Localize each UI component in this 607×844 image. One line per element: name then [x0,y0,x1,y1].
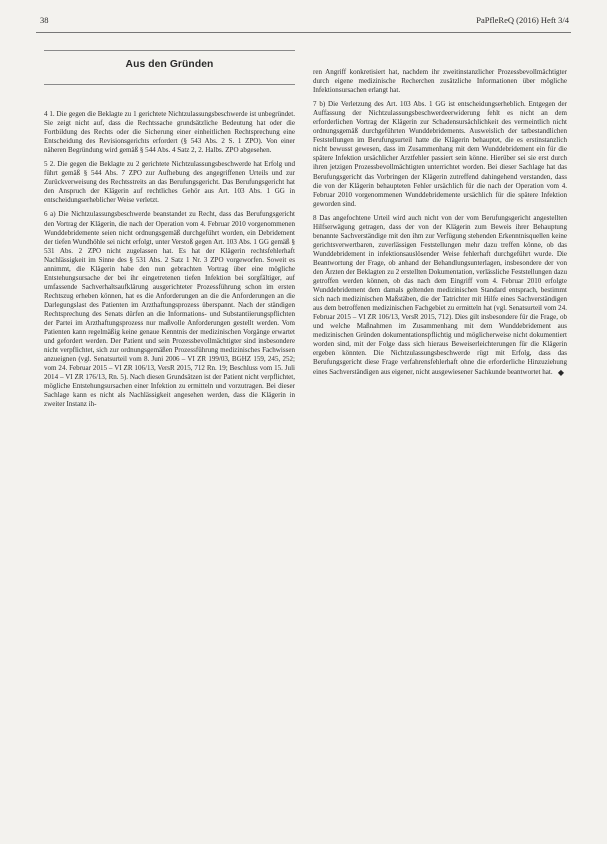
paragraph-6: 6 a) Die Nichtzulassungsbeschwerde beanstandet zu Recht, dass das Berufungsgericht den Vortrag der Klägerin, die nach der Operation vom 4. Februar 2010 vorgenommenen Wunddebridemente seien nicht ordnungsgemäß durchgeführt worden, ein Debridement der tiefen Wundhöhle sei nicht erfolgt, unter Verstoß gegen Art. 103 Abs. 1 GG gemäß § 531 Abs. 2 ZPO nicht zugelassen hat. Es hat der Klägerin rechtsfehlerhaft Nachlässigkeit im Sinne des § 531 Abs. 2 Satz 1 Nr. 3 ZPO vorgeworfen. Soweit es annimmt, die Klägerin habe den nun gebrachten Vortrag über eine mögliche Entstehungsursache der bei ihr eingetretenen tiefen Infektion bei sorgfältiger, auf umfassende Sachverhaltsaufklärung ausgerichteter Prozessführung schon im ersten Rechtszug erheben können, hat es die Anforderungen an die die Anforderungen an die Darlegungslast des Patienten im Arzthaftungsprozess überspannt. Nach der ständigen Rechtsprechung des Senats dürfen an die Informations- und Substantiierungspflichten der Partei im Arzthaftungsprozess nur maßvolle Anforderungen gestellt werden. Vom Patienten kann regelmäßig keine genaue Kenntnis der medizinischen Vorgänge erwartet und gefordert werden. Der Patient und sein Prozessbevollmächtigter sind insbesondere nicht verpflichtet, sich zur ordnungsgemäßen Prozessführung medizinisches Fachwissen anzueignen (vgl. Senatsurteil vom 8. Juni 2006 – VI ZR 199/03, BGHZ 159, 245, 252; vom 24. Februar 2015 – VI ZR 106/13, VersR 2015, 712 Rn. 19; Beschluss vom 15. Juli 2014 – VI ZR 176/13, Rn. 5). Nach diesen Grundsätzen ist der Patient nicht verpflichtet, mögliche Entstehungsursachen einer Infektion zu ermitteln und vorzutragen. Bei dieser Sachlage kann es nicht als Nachlässigkeit angesehen werden, dass die Klägerin in zweiter Instanz ih- [44,210,295,409]
end-mark-icon: ◆ [557,367,564,377]
paragraph-7: 7 b) Die Verletzung des Art. 103 Abs. 1 GG ist entscheidungserheblich. Entgegen der Auffassung der Nichtzulassungsbeschwerdeerwiderung fehlt es nicht an dem erforderlichen Vortrag der Klägerin zur Schadensursächlichkeit des vermeintlich nicht ordnungsgemäß durchgeführten Wunddebridements. Ausweislich der tatbestandlichen Feststellungen im Berufungsurteil hatte die Klägerin behauptet, die es erstinstanzlich nicht bewusst gewesen, dass im Zusammenhang mit dem Wunddebridement ein für die spätere Infektion ursächlicher Arztfehler passiert sein könne. Hierüber sei sie erst durch ihren jetzigen Prozessbevollmächtigten unterrichtet worden. Bei dieser Sachlage hat das Berufungsgericht das Vorbringen der Klägerin zutreffend dahingehend verstanden, dass die von der Klägerin behaupteten Fehler ursächlich für die nach der Operation vom 4. Februar 2010 vorgenommenen Wunddebridemente ursächlich für die spätere Infektion geworden sind. [313,100,567,208]
left-column [44,110,295,415]
paragraph-4: 4 1. Die gegen die Beklagte zu 1 gerichtete Nichtzulassungsbeschwerde ist unbegründet. Sie zeigt nicht auf, dass die Rechtssache grundsätzliche Bedeutung hat oder die Fortbildung des Rechts oder die Sicherung einer einheitlichen Rechtsprechung eine Entscheidung des Revisionsgerichts erfordert (§ 543 Abs. 2 S. 1 ZPO). Von einer näheren Begründung wird gemäß § 544 Abs. 4 Satz 2, 2. Halbs. ZPO abgesehen. [44,110,295,155]
page-number: 38 [40,15,49,25]
paragraph-6-continued: ren Angriff konkretisiert hat, nachdem ihr zweitinstanzlicher Prozessbevollmächtigter durch eigene medizinische Recherchen zusätzliche Informationen über mögliche Infektionsursachen erlangt hat. [313,68,567,95]
paragraph-8 [313,214,567,377]
section-title: Aus den Gründen [125,59,214,70]
journal-header: PaPfleReQ (2016) Heft 3/4 [476,15,569,25]
paragraph-5: 5 2. Die gegen die Beklagte zu 2 gerichtete Nichtzulassungsbeschwerde hat Erfolg und führt gemäß § 544 Abs. 7 ZPO zur Aufhebung des angegriffenen Urteils und zur Zurückverweisung des Rechtsstreits an das Berufungsgericht. Das Berufungsgericht hat den Anspruch der Klägerin auf rechtliches Gehör aus Art. 103 Abs. 1 GG in entscheidungserheblicher Weise verletzt. [44,160,295,205]
paragraph-8-text: 8 Das angefochtene Urteil wird auch nicht von der vom Berufungsgericht angestellten Hilfserwägung getragen, dass der von der Klägerin zum Beweis ihrer Behauptung benannte Sachverständige mit den ihm zur Verfügung stehenden Erkenntnisquellen keine gerichtsverwertbaren, zuverlässigen Feststellungen mehr dazu treffen könne, ob das Wunddebridement in infektionsauslösender Weise fehlerhaft durchgeführt wurde. Die Beantwortung der Frage, ob anhand der Behandlungsunterlagen, insbesondere der von den Ärzten der Beklagten zu 2 erstellten Dokumentation, verlässliche Feststellungen dazu getroffen werden können, ob das nach dem Eingriff vom 4. Februar 2010 erfolgte Wunddebridement dem damals geltenden medizinischen Standard entsprach, bestimmt sich nach medizinischen Maßstäben, die der Tatrichter mit Hilfe eines Sachverständigen aus dem betroffenen medizinischen Fachgebiet zu ermitteln hat (vgl. Senatsurteil vom 24. Februar 2015 – VI ZR 106/13, VersR 2015, 712). Dies gilt insbesondere für die Frage, ob und welche Maßnahmen im Zusammenhang mit dem Wunddebridement aus medizinischen Gründen dokumentationspflichtig und möglicherweise nicht dokumentiert worden sind, mit der Folge dass sich hieraus Beweiserleichterungen für die Klägerin ergeben könnten. Die Nichtzulassungsbeschwerde rügt mit Erfolg, dass das Berufungsgericht diese Frage verfahrensfehlerhaft ohne die erforderliche Hinzuziehung eines Sachverständigen aus eigener, nicht ausgewiesener Sachkunde beantwortet hat. [313,213,567,376]
heading-rule-bottom [44,84,295,85]
right-column [313,68,567,382]
header-rule [36,32,571,33]
heading-rule-top [44,50,295,51]
